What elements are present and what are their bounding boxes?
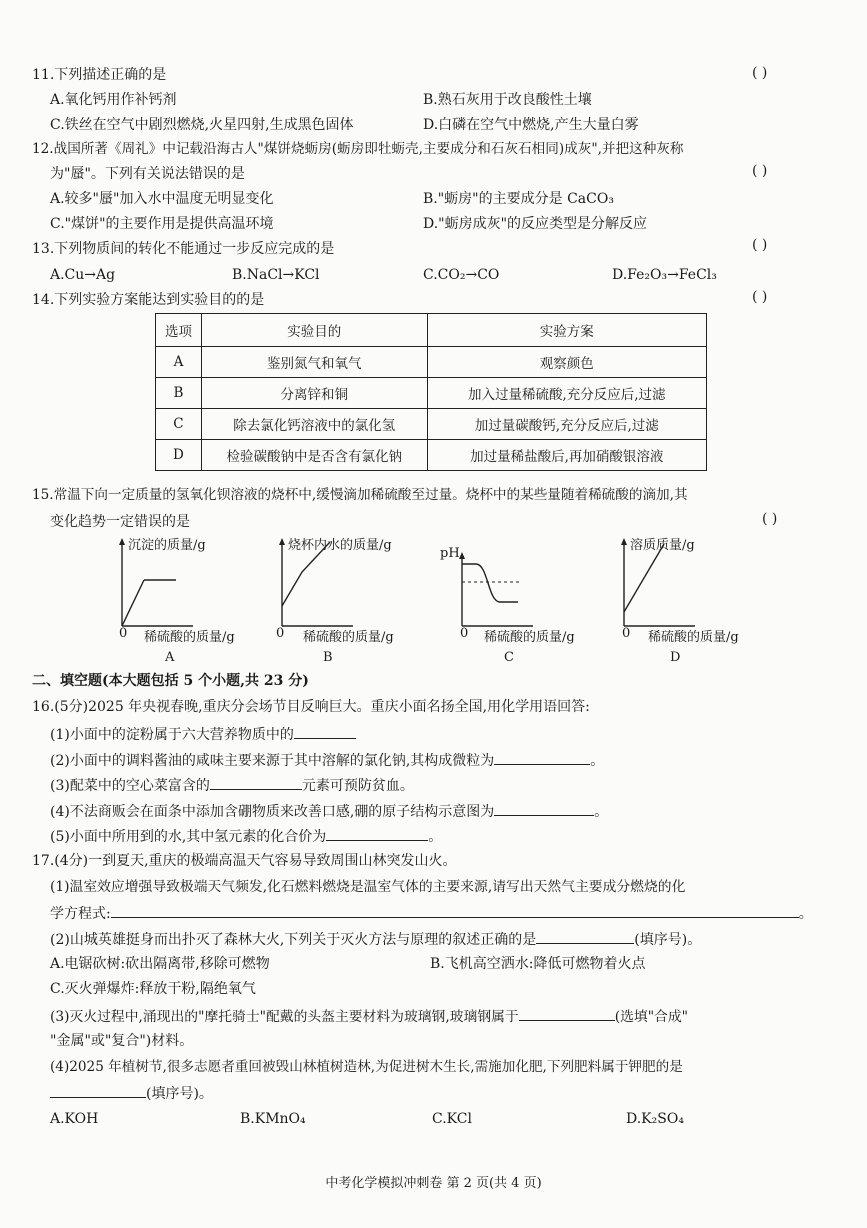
- graph-d-origin: 0: [622, 626, 631, 641]
- q12-option-d: D."蛎房成灰"的反应类型是分解反应: [423, 216, 648, 232]
- row-option: C: [156, 409, 202, 440]
- q17-option-a: A.电锯砍树:砍出隔离带,移除可燃物: [50, 956, 270, 972]
- graph-c-origin: 0: [460, 626, 469, 641]
- header-plan: 实验方案: [427, 314, 706, 347]
- q12-option-a: A.较多"蜃"加入水中温度无明显变化: [50, 191, 274, 207]
- q16-blank4[interactable]: [494, 801, 594, 816]
- q16-blank1[interactable]: [294, 724, 356, 739]
- q17-blank2[interactable]: [536, 929, 634, 944]
- q13-option-b: B.NaCl→KCl: [232, 267, 320, 283]
- q15-stem-line1: 15.常温下向一定质量的氢氧化钡溶液的烧杯中,缓慢滴加稀硫酸至过量。烧杯中的某些量随着稀硫酸的滴加,其: [32, 487, 688, 503]
- graph-b-letter: B: [323, 650, 333, 665]
- q16-stem: 16.(5分)2025 年央视春晚,重庆分会场节目反响巨大。重庆小面名扬全国,用化学用语回答:: [32, 699, 590, 715]
- q17-part3-text: (3)灭火过程中,涌现出的"摩托骑士"配戴的头盔主要材料为玻璃钢,玻璃钢属于: [50, 1009, 519, 1025]
- row-purpose: 分离锌和铜: [201, 378, 427, 409]
- q11-answer-paren[interactable]: ( ): [752, 65, 768, 81]
- table-row: [156, 378, 707, 409]
- q16-part3-tail: 元素可预防贫血。: [301, 778, 414, 794]
- graph-c-letter: C: [504, 650, 514, 665]
- q12-option-b: B."蛎房"的主要成分是 CaCO₃: [423, 191, 614, 207]
- q17-fert-d: D.K₂SO₄: [626, 1111, 684, 1127]
- q17-part3-tail: (选填"合成": [614, 1009, 688, 1025]
- page-footer: 中考化学模拟冲刺卷 第 2 页(共 4 页): [325, 1176, 542, 1191]
- header-option: 选项: [156, 314, 202, 347]
- row-option: A: [156, 347, 202, 378]
- q16-part1: [50, 724, 356, 744]
- q13-answer-paren[interactable]: ( ): [752, 237, 768, 253]
- q16-blank2[interactable]: [494, 750, 590, 765]
- q11-option-b: B.熟石灰用于改良酸性土壤: [423, 92, 592, 108]
- q16-blank3[interactable]: [210, 775, 302, 790]
- q17-fert-a: A.KOH: [50, 1111, 99, 1127]
- q16-part3-text: (3)配菜中的空心菜富含的: [50, 778, 210, 794]
- q11-stem: 11.下列描述正确的是: [32, 67, 167, 83]
- q17-part2-text: (2)山城英雄挺身而出扑灭了森林大火,下列关于灭火方法与原理的叙述正确的是: [50, 932, 537, 948]
- q17-part4-tail: (填序号)。: [146, 1086, 213, 1102]
- q17-option-c: C.灭火弹爆炸:释放干粉,隔绝氧气: [50, 981, 256, 997]
- graph-d-xlabel: 稀硫酸的质量/g: [648, 630, 739, 645]
- q12-option-c: C."煤饼"的主要作用是提供高温环境: [50, 216, 274, 232]
- q17-blank4[interactable]: [50, 1083, 146, 1098]
- header-purpose: 实验目的: [201, 314, 427, 347]
- graph-d-ylabel: 溶质质量/g: [630, 538, 695, 553]
- graph-c-axes: [458, 550, 538, 632]
- q16-part4-end: 。: [594, 804, 609, 820]
- q16-part1-text: (1)小面中的淀粉属于六大营养物质中的: [50, 727, 294, 743]
- row-purpose: 检验碳酸钠中是否含有氯化钠: [201, 440, 427, 471]
- q16-part5: [50, 826, 442, 846]
- row-option: D: [156, 440, 202, 471]
- q17-part1-line1: (1)温室效应增强导致极端天气频发,化石燃料燃烧是温室气体的主要来源,请写出天然气主要成分燃烧的化: [50, 879, 686, 895]
- graph-b-xlabel: 稀硫酸的质量/g: [303, 630, 394, 645]
- graph-a-letter: A: [165, 650, 175, 665]
- q16-part5-end: 。: [428, 829, 443, 845]
- q11-option-a: A.氧化钙用作补钙剂: [50, 92, 177, 108]
- table-row: [156, 409, 707, 440]
- q13-option-d: D.Fe₂O₃→FeCl₃: [612, 267, 717, 283]
- q17-part2: [50, 929, 701, 949]
- q11-option-c: C.铁丝在空气中剧烈燃烧,火星四射,生成黑色固体: [50, 117, 354, 133]
- table-row: [156, 347, 707, 378]
- q17-part1-line2: [50, 903, 813, 923]
- q17-fert-b: B.KMnO₄: [240, 1111, 306, 1127]
- row-purpose: 除去氯化钙溶液中的氯化氢: [201, 409, 427, 440]
- q14-experiment-table: [155, 313, 707, 471]
- graph-b-origin: 0: [276, 626, 285, 641]
- q17-blank3[interactable]: [519, 1006, 615, 1021]
- q16-part3: [50, 775, 414, 795]
- table-header-row: [156, 314, 707, 347]
- graph-c-xlabel: 稀硫酸的质量/g: [484, 630, 575, 645]
- q16-part4-text: (4)不法商贩会在面条中添加含硼物质来改善口感,硼的原子结构示意图为: [50, 804, 495, 820]
- q17-fert-c: C.KCl: [432, 1111, 472, 1127]
- row-purpose: 鉴别氮气和氧气: [201, 347, 427, 378]
- graph-b-ylabel: 烧杯内水的质量/g: [288, 538, 392, 553]
- q17-part1-label: 学方程式:: [50, 906, 111, 922]
- row-plan: 观察颜色: [427, 347, 706, 378]
- q17-part4-line1: (4)2025 年植树节,很多志愿者重回被毁山林植树造林,为促进树木生长,需施加化肥,下列肥料属于钾肥的是: [50, 1059, 683, 1075]
- section-title: 二、填空题(本大题包括 5 个小题,共 23 分): [32, 673, 309, 689]
- q15-stem-line2: 变化趋势一定错误的是: [50, 514, 190, 530]
- q12-stem-line1: 12.战国所著《周礼》中记载沿海古人"煤饼烧蛎房(蛎房即牡蛎壳,主要成分和石灰石相同)成灰",并把这种灰称: [32, 141, 684, 157]
- graph-a-ylabel: 沉淀的质量/g: [128, 538, 206, 553]
- row-plan: 加入过量稀硫酸,充分反应后,过滤: [427, 378, 706, 409]
- q14-stem: 14.下列实验方案能达到实验目的的是: [32, 292, 265, 308]
- q16-part2: [50, 750, 604, 770]
- q17-stem: 17.(4分)一到夏天,重庆的极端高温天气容易导致周围山林突发山火。: [32, 853, 457, 869]
- row-option: B: [156, 378, 202, 409]
- q11-option-d: D.白磷在空气中燃烧,产生大量白雾: [423, 117, 639, 133]
- q17-option-b: B.飞机高空洒水:降低可燃物着火点: [430, 956, 646, 972]
- q17-part4-line2: [50, 1083, 213, 1103]
- q13-stem: 13.下列物质间的转化不能通过一步反应完成的是: [32, 241, 335, 257]
- graph-d-curve: [624, 544, 664, 612]
- q14-answer-paren[interactable]: ( ): [752, 289, 768, 305]
- q17-part3-line1: [50, 1006, 688, 1026]
- q13-option-c: C.CO₂→CO: [423, 267, 500, 283]
- q16-part4: [50, 801, 608, 821]
- row-plan: 加过量稀盐酸后,再加硝酸银溶液: [427, 440, 706, 471]
- q16-part2-end: 。: [590, 753, 605, 769]
- q17-part3-line2: "金属"或"复合")材料。: [50, 1033, 194, 1049]
- graph-a-xlabel: 稀硫酸的质量/g: [144, 630, 235, 645]
- q17-equation-blank[interactable]: [111, 903, 799, 918]
- q17-part2-tail: (填序号)。: [634, 932, 702, 948]
- row-plan: 加过量碳酸钙,充分反应后,过滤: [427, 409, 706, 440]
- q17-part1-end: 。: [798, 906, 813, 922]
- q12-stem-line2: 为"蜃"。下列有关说法错误的是: [50, 166, 245, 182]
- q16-part2-text: (2)小面中的调料酱油的咸味主要来源于其中溶解的氯化钠,其构成微粒为: [50, 753, 495, 769]
- table-row: [156, 440, 707, 471]
- q15-answer-paren[interactable]: ( ): [762, 511, 778, 527]
- graph-a-curve: [122, 580, 144, 626]
- q12-answer-paren[interactable]: ( ): [752, 163, 768, 179]
- q16-part5-text: (5)小面中所用到的水,其中氢元素的化合价为: [50, 829, 327, 845]
- q16-blank5[interactable]: [326, 826, 428, 841]
- graph-d-letter: D: [670, 650, 681, 665]
- graph-c-curve: [462, 564, 518, 602]
- graph-c-ylabel: pH: [440, 546, 460, 561]
- q13-option-a: A.Cu→Ag: [50, 267, 116, 283]
- graph-a-origin: 0: [119, 626, 128, 641]
